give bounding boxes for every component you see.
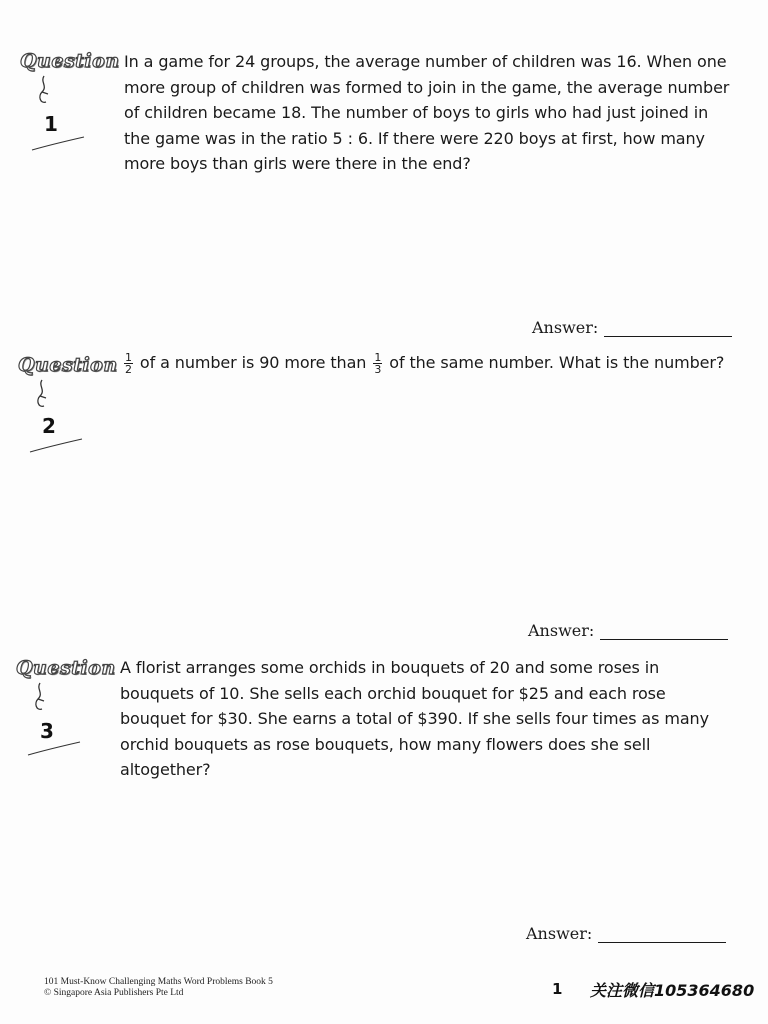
question-1-text: In a game for 24 groups, the average number of children was 16. When one more group of children was formed to join in the game, the average number of children became 18. The number of boys to girls who had just joined in the game was in the ratio 5 : 6. If there were 220 boys at first, how many more boys than girls were there in the end?	[124, 52, 730, 173]
question-2-text-end: of the same number. What is the number?	[389, 353, 725, 372]
answer-blank[interactable]	[604, 322, 732, 337]
hook-icon	[34, 74, 54, 110]
answer-blank[interactable]	[600, 625, 728, 640]
answer-label: Answer:	[532, 318, 599, 337]
question-3-answer	[526, 924, 726, 943]
swoosh-icon	[28, 438, 84, 456]
fraction-one-half: $\frac{1}{2}$	[125, 351, 132, 376]
question-2-number: 2	[42, 414, 56, 438]
hook-icon	[30, 681, 50, 717]
swoosh-icon	[26, 741, 82, 759]
question-1-badge	[20, 50, 120, 160]
question-2-badge-word: Question	[18, 354, 118, 376]
question-2-answer	[528, 621, 728, 640]
question-1-badge-word: Question	[20, 50, 120, 72]
hook-icon	[32, 378, 52, 414]
question-2-text	[122, 350, 742, 376]
footer-copyright: © Singapore Asia Publishers Pte Ltd	[44, 988, 184, 998]
answer-label: Answer:	[528, 621, 595, 640]
question-3-badge-word: Question	[16, 657, 116, 679]
question-2-badge	[18, 354, 118, 464]
page-number: 1	[552, 980, 563, 998]
question-3-number: 3	[40, 719, 54, 743]
watermark-text: 关注微信105364680	[590, 981, 755, 1000]
question-1-number: 1	[44, 112, 58, 136]
question-2-text-mid: of a number is 90 more than	[139, 353, 367, 372]
fraction-one-third: $\frac{1}{3}$	[374, 351, 382, 376]
footer-book-title: 101 Must-Know Challenging Maths Word Problems Book 5	[44, 977, 273, 987]
question-3-badge	[16, 657, 116, 767]
question-3-text: A florist arranges some orchids in bouquets of 20 and some roses in bouquets of 10. She sells each orchid bouquet for $25 and each rose bouquet for $30. She earns a total of $390. If she sells four times as many orchid bouquets as rose bouquets, how many flowers does she sell altogether?	[120, 658, 709, 779]
question-1-answer	[532, 318, 732, 337]
footer-credits	[44, 977, 273, 999]
swoosh-icon	[30, 136, 86, 154]
answer-label: Answer:	[526, 924, 593, 943]
answer-blank[interactable]	[598, 928, 726, 943]
